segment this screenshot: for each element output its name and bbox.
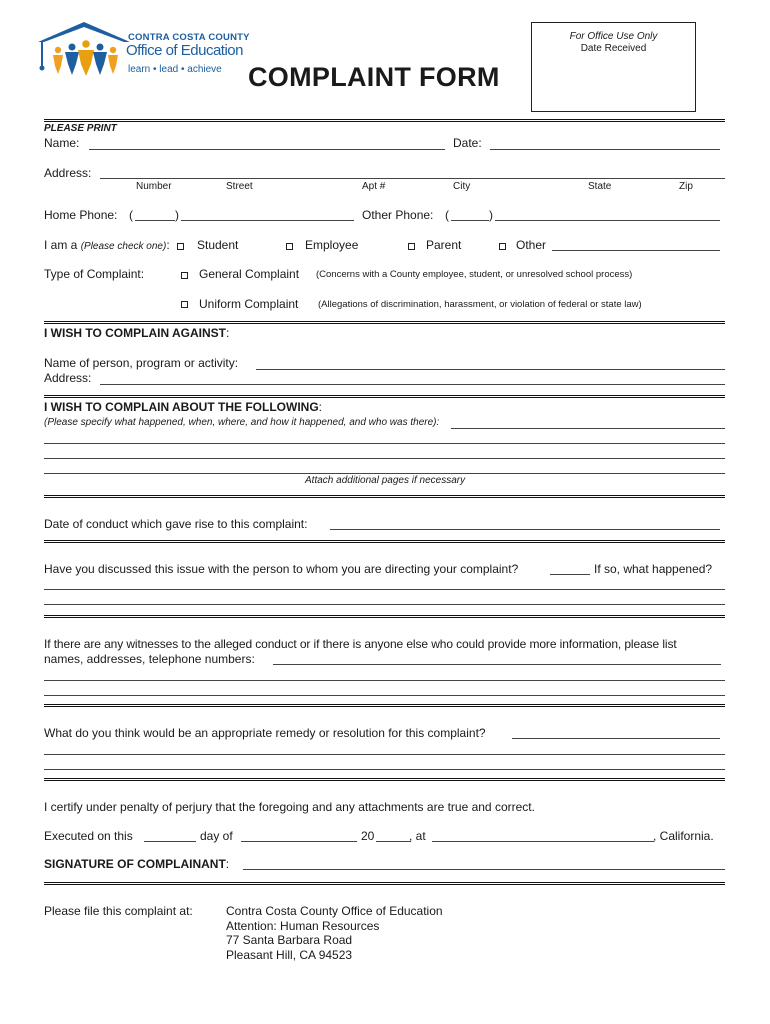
student-checkbox[interactable] [177, 243, 184, 250]
name-label: Name: [44, 136, 80, 150]
section-divider [44, 540, 725, 543]
about-heading: I WISH TO COMPLAIN ABOUT THE FOLLOWING: [44, 400, 322, 414]
colon: : [166, 238, 170, 252]
home-phone-label: Home Phone: [44, 208, 118, 222]
address-state-label: State [588, 181, 612, 192]
address-line: Contra Costa County Office of Education [226, 904, 443, 918]
witnesses-label-2: names, addresses, telephone numbers: [44, 652, 255, 666]
about-field-1[interactable] [451, 428, 725, 429]
executed-label: Executed on this [44, 829, 133, 843]
other-checkbox[interactable] [499, 243, 506, 250]
year-prefix-label: 20 [361, 829, 375, 843]
parent-checkbox[interactable] [408, 243, 415, 250]
witnesses-label-1: If there are any witnesses to the alleged conduct or if there is anyone else who could provide more information, please list [44, 637, 677, 651]
at-label: , at [409, 829, 426, 843]
logo-office: Office of Education [126, 42, 243, 59]
date-field[interactable] [490, 149, 720, 150]
remedy-field-2[interactable] [44, 754, 725, 755]
day-of-label: day of [200, 829, 233, 843]
logo [36, 18, 250, 80]
home-phone-paren-open: ( [129, 208, 133, 222]
about-field-4[interactable] [44, 473, 725, 474]
if-so-label: If so, what happened? [594, 562, 713, 576]
about-field-3[interactable] [44, 458, 725, 459]
date-conduct-field[interactable] [330, 529, 720, 530]
section-divider [44, 495, 725, 498]
other-label: Other [516, 238, 547, 252]
address-line: Pleasant Hill, CA 94523 [226, 947, 353, 962]
employee-checkbox[interactable] [286, 243, 293, 250]
against-address-label: Address: [44, 371, 92, 385]
other-phone-paren-close: ) [489, 208, 493, 222]
section-divider [44, 704, 725, 707]
signature-field[interactable] [243, 869, 725, 870]
witnesses-field-2[interactable] [44, 680, 725, 681]
section-divider [44, 882, 725, 885]
general-label: General Complaint [199, 267, 300, 281]
person-label: Name of person, program or activity: [44, 356, 239, 370]
remedy-field-3[interactable] [44, 769, 725, 770]
address-line: 77 Santa Barbara Road [226, 933, 353, 948]
discussed-answer-field[interactable] [550, 574, 590, 575]
address-zip-label: Zip [679, 181, 693, 192]
address-number-label: Number [136, 181, 172, 192]
employee-label: Employee [305, 238, 359, 252]
file-at-label: Please file this complaint at: [44, 904, 193, 918]
logo-tagline: learn • lead • achieve [128, 64, 222, 75]
other-role-field[interactable] [552, 250, 720, 251]
other-phone-paren-open: ( [445, 208, 449, 222]
section-divider [44, 615, 725, 618]
discussed-field-1[interactable] [44, 589, 725, 590]
page-title: COMPLAINT FORM [248, 62, 500, 92]
please-print: PLEASE PRINT [44, 123, 117, 134]
school-roof-icon [36, 18, 134, 80]
home-phone-paren-close: ) [175, 208, 179, 222]
i-am-a-label [44, 238, 170, 252]
section-divider [44, 321, 725, 324]
address-label: Address: [44, 166, 92, 180]
other-phone-area-field[interactable] [451, 220, 489, 221]
other-phone-label: Other Phone: [362, 208, 434, 222]
parent-label: Parent [426, 238, 462, 252]
address-block [226, 904, 443, 962]
logo-county: CONTRA COSTA COUNTY [128, 32, 250, 43]
against-address-field[interactable] [100, 384, 725, 385]
california-label: , California. [653, 829, 714, 843]
address-field[interactable] [100, 178, 725, 179]
witnesses-field-1[interactable] [273, 664, 721, 665]
section-divider [44, 395, 725, 398]
discussed-field-2[interactable] [44, 604, 725, 605]
name-field[interactable] [89, 149, 445, 150]
about-field-2[interactable] [44, 443, 725, 444]
executed-year-field[interactable] [376, 841, 411, 842]
certify-text: I certify under penalty of perjury that the foregoing and any attachments are true and correct. [44, 800, 535, 814]
executed-city-field[interactable] [432, 841, 654, 842]
attach-note: Attach additional pages if necessary [305, 475, 466, 486]
address-city-label: City [453, 181, 471, 192]
remedy-label: What do you think would be an appropriate remedy or resolution for this complaint? [44, 726, 486, 740]
against-heading: I WISH TO COMPLAIN AGAINST: [44, 326, 230, 340]
home-phone-area-field[interactable] [135, 220, 175, 221]
date-label: Date: [453, 136, 482, 150]
section-divider [44, 778, 725, 781]
witnesses-field-3[interactable] [44, 695, 725, 696]
other-phone-field[interactable] [495, 220, 720, 221]
office-use-box [531, 22, 696, 112]
uniform-checkbox[interactable] [181, 301, 188, 308]
address-line: Attention: Human Resources [226, 918, 380, 933]
specify-note: (Please specify what happened, when, where, and how it happened, and who was there): [44, 417, 440, 428]
address-street-label: Street [226, 181, 253, 192]
person-field[interactable] [256, 369, 725, 370]
uniform-label: Uniform Complaint [199, 297, 299, 311]
remedy-field-1[interactable] [512, 738, 720, 739]
discussed-label: Have you discussed this issue with the person to whom you are directing your complaint? [44, 562, 519, 576]
address-apt-label: Apt # [362, 181, 386, 192]
student-label: Student [197, 238, 239, 252]
type-label: Type of Complaint: [44, 267, 145, 281]
signature-label: SIGNATURE OF COMPLAINANT: [44, 857, 230, 871]
office-use-label: For Office Use Only [569, 31, 658, 42]
section-divider [44, 119, 725, 122]
i-am-a-text: I am a [44, 238, 78, 252]
home-phone-field[interactable] [181, 220, 354, 221]
please-check-note: (Please check one) [80, 241, 167, 252]
general-checkbox[interactable] [181, 272, 188, 279]
date-received-label: Date Received [580, 43, 647, 54]
uniform-note: (Allegations of discrimination, harassment, or violation of federal or state law) [318, 299, 642, 310]
executed-month-field[interactable] [241, 841, 357, 842]
executed-day-field[interactable] [144, 841, 196, 842]
general-note: (Concerns with a County employee, student, or unresolved school process) [316, 269, 633, 280]
date-conduct-label: Date of conduct which gave rise to this complaint: [44, 517, 308, 531]
